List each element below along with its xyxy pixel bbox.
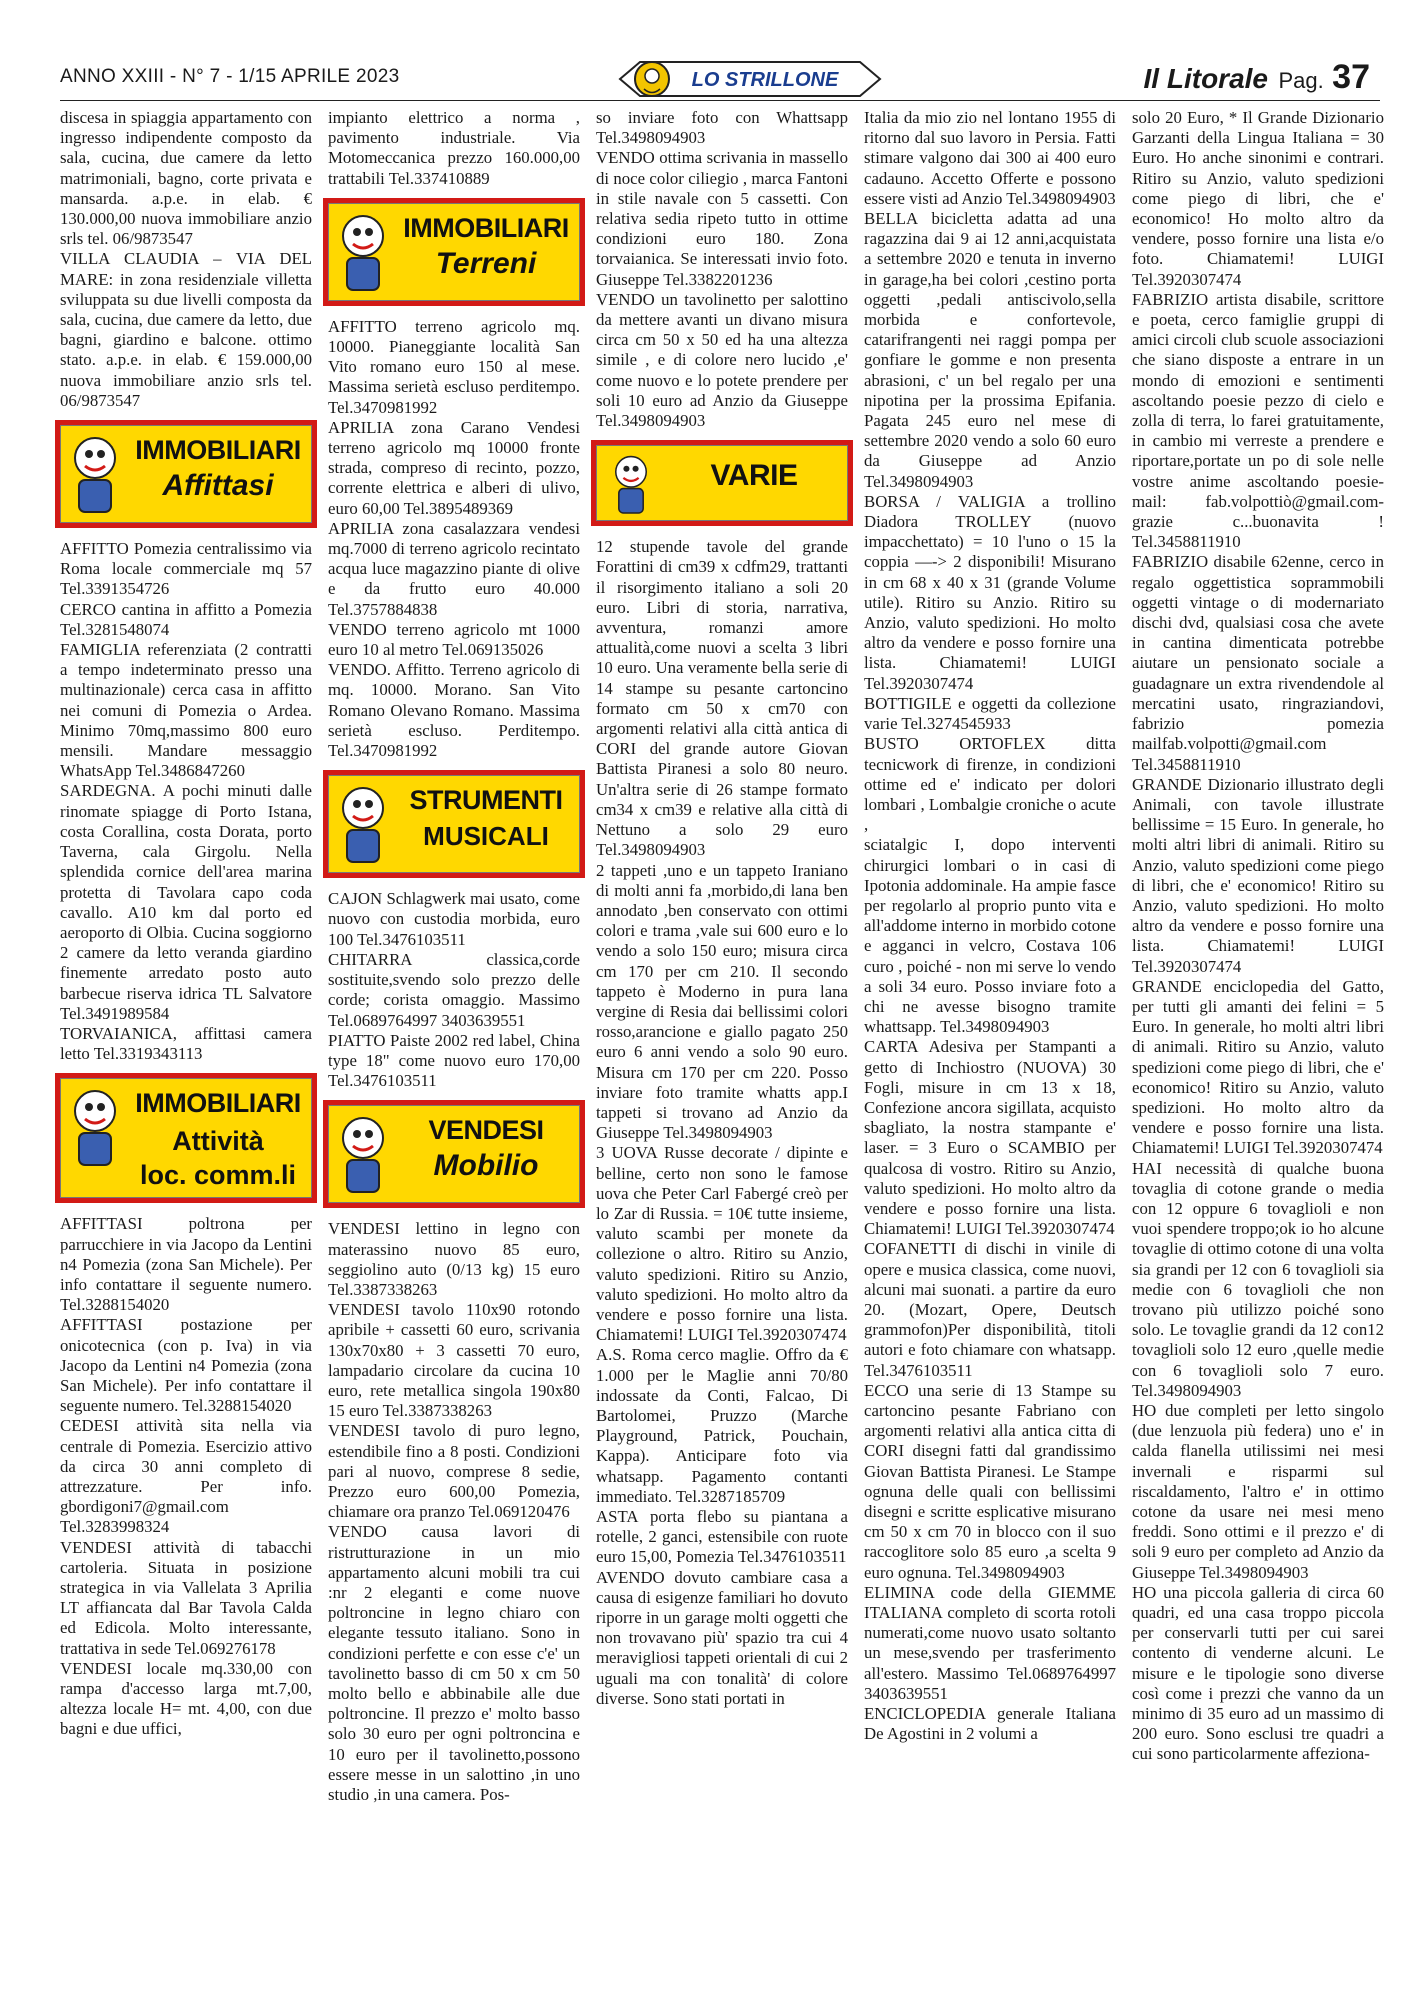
classified-ad: sciatalgic I, dopo interventi chirurgici lombari o in casi di Ipotonia addominale. Ha ampie fasce per regolarlo al proprio punto vita e all'addome interno in morbido cotone e agganci in velcro, Costava 106 curo , poiché - non mi serve lo vendo a soli 34 euro. Posso inviare foto a chi ne avesse bisogno tramite whattsapp. Tel.3498094903 [864,835,1116,1037]
banner-subtitle: Terreni [435,246,537,280]
classified-ad: FABRIZIO artista disabile, scrittore e poeta, cerco famiglie gruppi di amici circoli club scuole associazioni che siano disposte a entrare in un mondo di emozioni e sentimenti ascoltando poesie pezzo di cielo e zolla di terra, lo farei gratuitamente, in cambio mi verreste a prendere e riportare,portate un po di sole nelle vostre anime ascoltando poesie- mail: fab.volpottiò@gmail.com-grazie c...buonavita ! Tel.3458811910 [1132,289,1384,552]
classified-ad: ECCO una serie di 13 Stampe su cartoncino pesante Fabriano con argomenti relativi alla antica citta di CORI disegni fatti dal grandissimo Giovan Battista Piranesi. Le Stampe ognuna delle quali con bellissimi disegni e scritte esplicative misurano cm 50 x cm 70 in blocco con il suo raccoglitore solo 85 euro ,a scelta 9 euro ognuna. Tel.3498094903 [864,1380,1116,1582]
banner-subtitle-2: loc. comm.li [139,1160,297,1191]
classified-ad: VENDESI tavolo di puro legno, estendibile fino a 8 posti. Condizioni pari al nuovo, comprese 8 sedie, Prezzo euro 600,00 Pomezia, chiamare ora pranzo Tel.069120476 [328,1421,580,1522]
section-banner-attivita [60,1078,312,1198]
classified-ad: FABRIZIO disabile 62enne, cerco in regalo oggettistica soprammobili oggetti vintage o di modernariato dischi dvd, qualsiasi cosa che avete in cantina dimenticata potrebbe aiutare un pensionato sociale a guadagnare un extra rivendendole al mercatini usato, ringraziandovi, fabrizio pomezia mailfab.volpotti@gmail.com Tel.3458811910 [1132,552,1384,774]
classified-ad: VENDESI tavolo 110x90 rotondo apribile + cassetti 60 euro, scrivania 130x70x80 + 3 cassetti 70 euro, lampadario circolare da cucina 10 euro, rete metallica singola 190x80 15 euro Tel.3387338263 [328,1300,580,1421]
page-number: 37 [1332,58,1370,96]
banner-subtitle: MUSICALI [423,821,549,852]
classified-ad: Italia da mio zio nel lontano 1955 di ritorno dal suo lavoro in Persia. Fatti stimare valgono dai 300 ai 400 euro cadauno. Accetto Offerte e possono essere visti ad Anzio Tel.3498094903 [864,108,1116,208]
banner-title: IMMOBILIARI [135,1088,301,1119]
banner-subtitle: Affittasi [162,469,274,503]
classified-ad: VENDO ottima scrivania in massello di noce color ciliegio , marca Fantoni in stile navale con 5 cassetti. Con relativa sedia ripeto tutto in ottime condizioni euro 180. Zona torvaianica. Se interessati invio foto. Giuseppe Tel.3382201236 [596,148,848,289]
classified-ad: VENDESI lettino in legno con materassino nuovo 85 euro, seggiolino auto (0/13 kg) 15 euro Tel.3387338263 [328,1219,580,1299]
classified-ad: VENDO un tavolinetto per salottino da mettere avanti un divano misura circa cm 50 x 50 ed ha una altezza simile , e di colore nero lucido ,e' come nuovo e lo potete prendere per soli 10 euro ad Anzio da Giuseppe Tel.3498094903 [596,289,848,431]
column-2 [328,108,580,1805]
header-rule [60,100,1380,101]
classified-ad: CHITARRA classica,corde sostituite,svendo solo prezzo delle corde; corista omaggio. Massimo Tel.0689764997 3403639551 [328,949,580,1030]
classified-ad: GRANDE enciclopedia del Gatto, per tutti gli amanti dei felini = 5 Euro. In generale, ho molti altri libri di animali. Ritiro su Anzio, valuto spedizioni come piego di libri, che e' economico! Ritiro su Anzio, valuto spedizioni. Ho molto altro da vendere e posso fornire una lista. Chiamatemi! LUIGI Tel.3920307474 [1132,976,1384,1158]
classified-ad: A.S. Roma cerco maglie. Offro da € 1.000 per le Maglie anni 70/80 indossate da Conti, Falcao, Di Bartolomei, Pruzzo (Marche Playground, Patrick, Pouchain, Kappa). Anticipare foto via whatsapp. Pagamento contanti immediato. Tel.3287185709 [596,1345,848,1506]
classified-ad: ENCICLOPEDIA generale Italiana De Agostini in 2 volumi a [864,1704,1116,1744]
issue-info: ANNO XXIII - N° 7 - 1/15 APRILE 2023 [60,66,400,87]
mascot-icon [65,1085,125,1169]
classified-ad: 12 stupende tavole del grande Forattini di cm39 x cdfm29, trattanti il risorgimento italiano a soli 20 euro. Libri di storia, narrativa, avventura, romanzi amore attualità,come nuovi a scelta 3 libri 10 euro. Una veramente bella serie di 14 stampe su pesante cartoncino formato cm 50 x cm70 con argomenti relativi alla città antica di CORI del grande autore Giovan Battista Piranesi a solo 80 neuro. Un'altra serie di 26 stampe formato cm34 x cm39 e relative alla città di Nettuno a solo 29 euro Tel.3498094903 [596,537,848,860]
classified-ad: BUSTO ORTOFLEX ditta tecnicwork di firenze, in condizioni ottime ed e' indicato per dolori lombari , Lombalgie croniche o acute , [864,734,1116,835]
classified-ad: solo 20 Euro, * Il Grande Dizionario Garzanti della Lingua Italiana = 30 Euro. Ho anche sinonimi e contrari. Ritiro su Anzio, valuto spedizioni come piego di libri, che e' economico! Ho molto altro da vendere, posso fornire una lista e/o foto. Chiamatemi! LUIGI Tel.3920307474 [1132,108,1384,289]
column-1 [60,108,312,1740]
classified-ad: TORVAIANICA, affittasi camera letto Tel.3319343113 [60,1023,312,1064]
classified-ad: so inviare foto con Whattsapp Tel.3498094903 [596,108,848,148]
classified-ad: AVENDO dovuto cambiare casa a causa di esigenze familiari ho dovuto riporre in un garage molti oggetti che non trovavano più' spazio tra cui 4 meravigliosi tappeti orientali di cui 2 uguali ma con tonalità' di colore diverse. Sono stati portati in [596,1567,848,1708]
classified-ad: HO una piccola galleria di circa 60 quadri, ed una casa troppo piccola per conservarli tutti per cui sarei contento di venderne alcuni. Le misure e le tipologie sono diverse così come i prezzi che vanno da un minimo di 35 euro ad un massimo di 200 euro. Sono esclusi tre quadri a cui sono particolarmente affeziona- [1132,1582,1384,1764]
classified-ad: ELIMINA code della GIEMME ITALIANA completo di scorta rotoli numerati,come nuovo usato soltanto un mese,svendo per trasferimento all'estero. Massimo Tel.0689764997 3403639551 [864,1582,1116,1703]
classified-ad: AFFITTO terreno agricolo mq. 10000. Pianeggiante località San Vito romano euro 150 al mese. Massima serietà escluso perditempo. Tel.3470981992 [328,316,580,417]
classified-ad: discesa in spiaggia appartamento con ingresso indipendente composto da sala, cucina, due camere da letto matrimoniali, bagno, corte privata e mansarda. a.p.e. in elab. € 130.000,00 nuova immobiliare anzio srls tel. 06/9873547 [60,108,312,249]
classified-ad: BORSA / VALIGIA a trollino Diadora TROLLEY (nuovo impacchettato) = 10 l'uno o 15 la coppia —-> 2 disponibili! Misurano in cm 68 x 40 x 31 (grande Volume utile). Ritiro su Anzio. Ritiro su Anzio, valuto spedizioni. Ho molto altro da vendere e posso fornire una lista. Chiamatemi! LUIGI Tel.3920307474 [864,491,1116,693]
classified-ad: APRILIA zona Carano Vendesi terreno agricolo mq 10000 fronte strada, compreso di recinto, pozzo, corrente elettrica e alberi di ulivo, euro 60,00 Tel.3895489369 [328,417,580,518]
banner-subtitle: Mobilio [433,1149,539,1183]
classified-ad: 2 tappeti ,uno e un tappeto Iraniano di molti anni fa ,morbido,di lana ben annodato ,ben conservato con ottimi colori e trama ,vale sui 600 euro e lo vendo a solo 150 euro; misura circa cm 170 per cm 210. Il secondo tappeto è Moderno in pura lana vergine di Resia dai bellissimi colori rosso,arancione e giallo pagato 250 euro 6 anni vendo a solo 90 euro. Misura cm 170 per cm 220. Posso inviare foto tramite whatts app.I tappeti si trovano ad Anzio da Giuseppe Tel.3498094903 [596,860,848,1143]
mascot-icon [333,1112,393,1196]
classified-ad: HO due completi per letto singolo (due lenzuola più federa) uno e' in calda flanella utilissimi nei mesi invernali e risparmi sul riscaldamento, l'altro e' in ottimo cotone da usare nei mesi meno freddi. Sono ottimi e il prezzo e' di soli 9 euro per completo ad Anzio da Giuseppe Tel.3498094903 [1132,1401,1384,1582]
section-banner-varie [596,445,848,521]
section-banner-terreni [328,203,580,301]
classified-ad: VENDO terreno agricolo mt 1000 euro 10 al metro Tel.069135026 [328,619,580,660]
classified-ad: VENDESI locale mq.330,00 con rampa d'accesso larga mt.7,00, altezza locale H= mt. 4,00, con due bagni e due uffici, [60,1658,312,1739]
section-banner-mobilio [328,1105,580,1203]
mascot-icon [333,782,393,866]
classified-ad: VENDO. Affitto. Terreno agricolo di mq. 10000. Morano. San Vito Romano Olevano Romano. Massima serietà escluso. Perditempo. Tel.3470981992 [328,660,580,761]
logo-text: LO STRILLONE [691,69,839,91]
header-right [1144,58,1370,97]
mascot-icon [65,432,125,516]
classified-ad: COFANETTI di dischi in vinile di opere e musica classica, come nuovi, alcuni mai suonati. a partire da euro 20. (Mozart, Opere, Deutsch grammofon)Per disponibilità, titoli autori e foto chiamare con whatsapp. Tel.3476103511 [864,1239,1116,1380]
page-label: Pag. [1278,68,1324,93]
classified-ad: CERCO cantina in affitto a Pomezia Tel.3281548074 [60,599,312,639]
section-banner-affittasi [60,425,312,523]
classified-ad: BOTTIGILE e oggetti da collezione varie Tel.3274545933 [864,693,1116,734]
column-3 [596,108,848,1709]
strillone-logo [600,56,900,102]
classified-ad: AFFITTASI poltrona per parrucchiere in via Jacopo da Lentini n4 Pomezia (zona San Michele). Per info contattare il seguente numero. Tel.3288154020 [60,1214,312,1315]
classified-ad: CAJON Schlagwerk mai usato, come nuovo con custodia morbida, euro 100 Tel.3476103511 [328,889,580,949]
classified-ad: PIATTO Paiste 2002 red label, China type 18" come nuovo euro 170,00 Tel.3476103511 [328,1030,580,1091]
classified-ad: VENDO causa lavori di ristrutturazione in un mio appartamento alcuni mobili tra cui :nr 2 eleganti e come nuove poltroncine in legno chiaro con elegante tessuto italiano. Sono in condizioni perfette e con esse c'e' un tavolinetto basso di cm 50 x cm 50 molto bello e abbinabile alle due poltroncine. Il prezzo e' molto basso solo 30 euro per ogni poltroncina e 10 euro per il tavolinetto,possono essere messe in un salottino ,in uno studio ,in una camera. Pos- [328,1522,580,1804]
page-header [60,58,1380,102]
mascot-icon [601,452,661,516]
column-5 [1132,108,1384,1765]
classified-ad: SARDEGNA. A pochi minuti dalle rinomate spiagge di Porto Istana, costa Corallina, costa Dorata, porto Taverna, cala Girgolu. Nella splendida cornice dell'area marina protetta di Tavolara capo coda cavallo. A10 km dal porto ed aeroporto di Olbia. Cucina soggiorno 2 camere da letto veranda giardino finemente arredato posto auto barbecue riserva idrica TL Salvatore Tel.3491989584 [60,781,312,1023]
banner-title: VENDESI [428,1115,544,1146]
banner-title: IMMOBILIARI [403,212,569,243]
classified-ad: AFFITTO Pomezia centralissimo via Roma locale commerciale mq 57 Tel.3391354726 [60,539,312,599]
section-banner-strumenti [328,775,580,873]
classified-ad: VILLA CLAUDIA – VIA DEL MARE: in zona residenziale villetta sviluppata su due livelli composta da sala, cucina, due camere da letto, due bagni, giardino e balcone. ottimo stato. a.p.e. in elab. € 159.000,00 nuova immobiliare anzio srls tel. 06/9873547 [60,249,312,410]
mascot-icon [333,210,393,294]
classified-ad: AFFITTASI postazione per onicotecnica (con p. Iva) in via Jacopo da Lentini n4 Pomezia (zona San Michele). Per info contattare il seguente numero. Tel.3288154020 [60,1315,312,1416]
classified-ad: CEDESI attività sita nella via centrale di Pomezia. Esercizio attivo da circa 30 anni completo di attrezzature. Per info. gbordigoni7@gmail.com Tel.3283998324 [60,1416,312,1537]
classified-ad: BELLA bicicletta adatta ad una ragazzina dai 9 ai 12 anni,acquistata a settembre 2020 e tenuta in inverno in garage,ha bei colori ,cestino porta oggetti ,pedali antiscivolo,sella morbida e confortevole, catarifrangenti nei raggi pompa per gonfiare le gomme e non presenta abrasioni, c' un bel regalo per una nipotina per la prossima Epifania. Pagata 245 euro nel mese di settembre 2020 vendo a solo 60 euro da Giuseppe ad Anzio Tel.3498094903 [864,209,1116,491]
classified-ad: ASTA porta flebo su piantana a rotelle, 2 ganci, estensibile con ruote euro 15,00, Pomezia Tel.3476103511 [596,1507,848,1567]
banner-subtitle: Attività [172,1126,264,1157]
classified-ad: FAMIGLIA referenziata (2 contratti a tempo indeterminato presso una multinazionale) cerca casa in affitto nei comuni di Pomezia o Ardea. Minimo 70mq,massimo 800 euro mensili. Mandare messaggio WhatsApp Tel.3486847260 [60,640,312,781]
classified-ad: HAI necessità di qualche buona tovaglia di cotone grande o media con 12 oppure 6 tovaglioli e non vuoi spendere troppo;ok io ho alcune tovaglie di ottimo cotone di una volta sia grandi per 12 con 6 tovaglioli sia medie con 6 tovaglioli che non trovano più utilizzo poiché sono solo. Le tovaglie grandi da 12 con12 tovaglioli solo 12 euro ,quelle medie con 6 tovaglioli solo 7 euro. Tel.3498094903 [1132,1158,1384,1400]
classified-ad: VENDESI attività di tabacchi cartoleria. Situata in posizione strategica in via Vallelata 3 Aprilia LT affiancata dal Bar Tavola Calda ed Edicola. Molto interessante, trattativa in sede Tel.069276178 [60,1537,312,1658]
classified-ad: GRANDE Dizionario illustrato degli Animali, con tavole illustrate bellissime = 15 Euro. In generale, ho molti altri libri di animali. Ritiro su Anzio, valuto spedizioni come piego di libri, che e' economico! Ritiro su Anzio, valuto spedizioni. Ho molto altro da vendere e posso fornire una lista. Chiamatemi! LUIGI Tel.3920307474 [1132,774,1384,976]
banner-title: VARIE [710,459,798,493]
classified-ad: impianto elettrico a norma , pavimento industriale. Via Motomeccanica prezzo 160.000,00 trattabili Tel.337410889 [328,108,580,188]
classified-ad: 3 UOVA Russe decorate / dipinte e belline, certo non sono le famose uova che Peter Carl Fabergé creò per lo Zar di Russia. = 10€ tutte insieme, valuto scambi per monete da collezione o altro. Ritiro su Anzio, valuto spedizioni. Ritiro su Anzio, valuto spedizioni. Ho molto altro da vendere e posso fornire una lista. Chiamatemi! LUIGI Tel.3920307474 [596,1143,848,1345]
classified-ad: APRILIA zona casalazzara vendesi mq.7000 di terreno agricolo recintato acqua luce magazzino piante di olive e da frutto euro 40.000 Tel.3757884838 [328,518,580,619]
classified-ad: CARTA Adesiva per Stampanti a getto di Inchiostro (NUOVA) 30 Fogli, misure in cm 13 x 18, Confezione ancora sigillata, acquisto sbagliato, la nostra stampante e' laser. = 3 Euro o SCAMBIO per qualcosa di vostro. Ritiro su Anzio, valuto spedizioni. Ho molto altro da vendere e posso fornire una lista. Chiamatemi! LUIGI Tel.3920307474 [864,1037,1116,1239]
paper-name: Il Litorale [1143,63,1268,94]
banner-title: IMMOBILIARI [135,435,301,466]
banner-title: STRUMENTI [409,785,563,816]
column-4 [864,108,1116,1744]
